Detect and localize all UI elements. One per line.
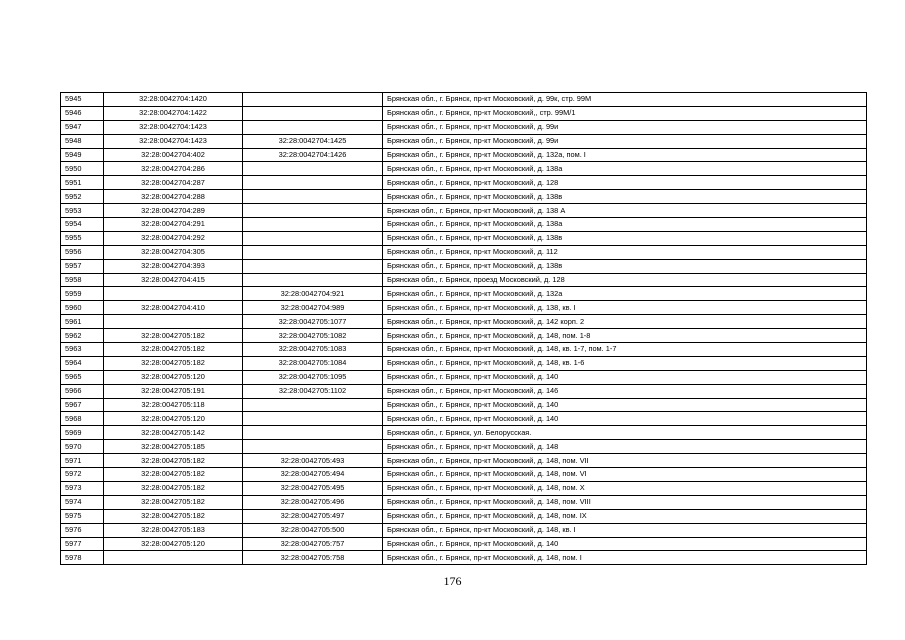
object-cadastral-number-cell <box>243 412 383 426</box>
object-cadastral-number-cell: 32:28:0042705:497 <box>243 509 383 523</box>
cadastral-number-cell: 32:28:0042704:1420 <box>104 93 243 107</box>
object-cadastral-number-cell <box>243 162 383 176</box>
cadastral-number-cell: 32:28:0042704:287 <box>104 176 243 190</box>
table-row <box>61 370 867 384</box>
address-cell: Брянская обл., г. Брянск, пр-кт Московский, д. 148, пом. X <box>383 481 867 495</box>
object-cadastral-number-cell: 32:28:0042705:1084 <box>243 356 383 370</box>
row-number-cell: 5974 <box>61 495 104 509</box>
row-number-cell: 5962 <box>61 329 104 343</box>
row-number-cell: 5955 <box>61 231 104 245</box>
address-cell: Брянская обл., г. Брянск, пр-кт Московский, д. 148, пом. VI <box>383 468 867 482</box>
row-number-cell: 5972 <box>61 468 104 482</box>
object-cadastral-number-cell: 32:28:0042704:921 <box>243 287 383 301</box>
address-cell: Брянская обл., г. Брянск, пр-кт Московский, д. 99к, стр. 99М <box>383 93 867 107</box>
cadastral-number-cell: 32:28:0042704:1423 <box>104 134 243 148</box>
cadastral-number-cell: 32:28:0042705:120 <box>104 370 243 384</box>
address-cell: Брянская обл., г. Брянск, пр-кт Московский, д. 148, кв. 1-6 <box>383 356 867 370</box>
object-cadastral-number-cell <box>243 120 383 134</box>
address-cell: Брянская обл., г. Брянск, пр-кт Московский, д. 148, пом. VIII <box>383 495 867 509</box>
cadastral-number-cell: 32:28:0042705:185 <box>104 440 243 454</box>
object-cadastral-number-cell <box>243 273 383 287</box>
cadastral-number-cell <box>104 315 243 329</box>
table-row <box>61 120 867 134</box>
table-row <box>61 454 867 468</box>
row-number-cell: 5956 <box>61 245 104 259</box>
object-cadastral-number-cell <box>243 218 383 232</box>
cadastral-number-cell: 32:28:0042704:415 <box>104 273 243 287</box>
cadastral-number-cell: 32:28:0042705:191 <box>104 384 243 398</box>
object-cadastral-number-cell: 32:28:0042705:494 <box>243 468 383 482</box>
object-cadastral-number-cell <box>243 176 383 190</box>
property-registry-table <box>60 92 867 565</box>
address-cell: Брянская обл., г. Брянск, пр-кт Московский, д. 148 <box>383 440 867 454</box>
table-row <box>61 329 867 343</box>
table-row <box>61 398 867 412</box>
object-cadastral-number-cell: 32:28:0042705:1077 <box>243 315 383 329</box>
object-cadastral-number-cell <box>243 106 383 120</box>
cadastral-number-cell: 32:28:0042705:182 <box>104 454 243 468</box>
table-row <box>61 551 867 565</box>
object-cadastral-number-cell <box>243 93 383 107</box>
cadastral-number-cell: 32:28:0042704:393 <box>104 259 243 273</box>
address-cell: Брянская обл., г. Брянск, пр-кт Московский, д. 138а <box>383 218 867 232</box>
object-cadastral-number-cell: 32:28:0042705:493 <box>243 454 383 468</box>
address-cell: Брянская обл., г. Брянск, пр-кт Московский, д. 138в <box>383 190 867 204</box>
cadastral-number-cell: 32:28:0042704:291 <box>104 218 243 232</box>
table-row <box>61 509 867 523</box>
cadastral-number-cell: 32:28:0042705:182 <box>104 468 243 482</box>
page-number: 176 <box>443 574 462 588</box>
table-row <box>61 384 867 398</box>
table-row <box>61 190 867 204</box>
row-number-cell: 5947 <box>61 120 104 134</box>
row-number-cell: 5950 <box>61 162 104 176</box>
object-cadastral-number-cell <box>243 231 383 245</box>
object-cadastral-number-cell: 32:28:0042705:496 <box>243 495 383 509</box>
address-cell: Брянская обл., г. Брянск, пр-кт Московский, д. 138 А <box>383 204 867 218</box>
row-number-cell: 5964 <box>61 356 104 370</box>
address-cell: Брянская обл., г. Брянск, пр-кт Московский, д. 138в <box>383 259 867 273</box>
object-cadastral-number-cell: 32:28:0042705:1095 <box>243 370 383 384</box>
row-number-cell: 5970 <box>61 440 104 454</box>
address-cell: Брянская обл., г. Брянск, пр-кт Московский, д. 99и <box>383 134 867 148</box>
address-cell: Брянская обл., г. Брянск, пр-кт Московский, д. 146 <box>383 384 867 398</box>
row-number-cell: 5951 <box>61 176 104 190</box>
table-row <box>61 412 867 426</box>
object-cadastral-number-cell <box>243 245 383 259</box>
address-cell: Брянская обл., г. Брянск, пр-кт Московский, д. 138в <box>383 231 867 245</box>
cadastral-number-cell <box>104 287 243 301</box>
table-row <box>61 495 867 509</box>
row-number-cell: 5965 <box>61 370 104 384</box>
object-cadastral-number-cell: 32:28:0042705:1082 <box>243 329 383 343</box>
cadastral-number-cell: 32:28:0042705:120 <box>104 412 243 426</box>
cadastral-number-cell: 32:28:0042705:182 <box>104 356 243 370</box>
table-row <box>61 481 867 495</box>
cadastral-number-cell: 32:28:0042705:142 <box>104 426 243 440</box>
table-row <box>61 356 867 370</box>
row-number-cell: 5963 <box>61 343 104 357</box>
address-cell: Брянская обл., г. Брянск, пр-кт Московский, д. 140 <box>383 412 867 426</box>
cadastral-number-cell: 32:28:0042704:1423 <box>104 120 243 134</box>
table-row <box>61 93 867 107</box>
table-row <box>61 204 867 218</box>
row-number-cell: 5945 <box>61 93 104 107</box>
row-number-cell: 5966 <box>61 384 104 398</box>
object-cadastral-number-cell <box>243 190 383 204</box>
row-number-cell: 5952 <box>61 190 104 204</box>
cadastral-number-cell: 32:28:0042704:286 <box>104 162 243 176</box>
table-row <box>61 148 867 162</box>
row-number-cell: 5971 <box>61 454 104 468</box>
cadastral-number-cell: 32:28:0042704:410 <box>104 301 243 315</box>
object-cadastral-number-cell: 32:28:0042704:1426 <box>243 148 383 162</box>
row-number-cell: 5957 <box>61 259 104 273</box>
row-number-cell: 5968 <box>61 412 104 426</box>
object-cadastral-number-cell <box>243 204 383 218</box>
address-cell: Брянская обл., г. Брянск, пр-кт Московский, д. 138, кв. I <box>383 301 867 315</box>
address-cell: Брянская обл., г. Брянск, пр-кт Московский, д. 132а <box>383 287 867 301</box>
address-cell: Брянская обл., г. Брянск, пр-кт Московский, д. 148, кв. 1-7, пом. 1-7 <box>383 343 867 357</box>
row-number-cell: 5961 <box>61 315 104 329</box>
table-row <box>61 245 867 259</box>
object-cadastral-number-cell: 32:28:0042705:1083 <box>243 343 383 357</box>
address-cell: Брянская обл., г. Брянск, пр-кт Московский, д. 132а, пом. I <box>383 148 867 162</box>
table-row <box>61 273 867 287</box>
object-cadastral-number-cell: 32:28:0042705:757 <box>243 537 383 551</box>
object-cadastral-number-cell: 32:28:0042705:1102 <box>243 384 383 398</box>
address-cell: Брянская обл., г. Брянск, пр-кт Московский, д. 148, пом. I <box>383 551 867 565</box>
address-cell: Брянская обл., г. Брянск, пр-кт Московский, д. 128 <box>383 176 867 190</box>
cadastral-number-cell: 32:28:0042704:289 <box>104 204 243 218</box>
table-row <box>61 440 867 454</box>
object-cadastral-number-cell: 32:28:0042705:495 <box>243 481 383 495</box>
cadastral-number-cell: 32:28:0042705:182 <box>104 481 243 495</box>
cadastral-number-cell: 32:28:0042704:292 <box>104 231 243 245</box>
object-cadastral-number-cell <box>243 426 383 440</box>
cadastral-number-cell: 32:28:0042704:402 <box>104 148 243 162</box>
cadastral-number-cell: 32:28:0042705:182 <box>104 509 243 523</box>
address-cell: Брянская обл., г. Брянск, ул. Белорусская. <box>383 426 867 440</box>
cadastral-number-cell: 32:28:0042705:118 <box>104 398 243 412</box>
cadastral-number-cell <box>104 551 243 565</box>
table-row <box>61 343 867 357</box>
object-cadastral-number-cell <box>243 259 383 273</box>
table-row <box>61 468 867 482</box>
row-number-cell: 5960 <box>61 301 104 315</box>
address-cell: Брянская обл., г. Брянск, пр-кт Московский, д. 140 <box>383 370 867 384</box>
address-cell: Брянская обл., г. Брянск, пр-кт Московский, д. 148, пом. IX <box>383 509 867 523</box>
table-row <box>61 287 867 301</box>
row-number-cell: 5954 <box>61 218 104 232</box>
row-number-cell: 5948 <box>61 134 104 148</box>
address-cell: Брянская обл., г. Брянск, пр-кт Московский, д. 112 <box>383 245 867 259</box>
address-cell: Брянская обл., г. Брянск, пр-кт Московский, д. 99и <box>383 120 867 134</box>
cadastral-number-cell: 32:28:0042705:182 <box>104 343 243 357</box>
row-number-cell: 5975 <box>61 509 104 523</box>
table-row <box>61 176 867 190</box>
address-cell: Брянская обл., г. Брянск, пр-кт Московский, д. 148, пом. 1-8 <box>383 329 867 343</box>
row-number-cell: 5977 <box>61 537 104 551</box>
row-number-cell: 5973 <box>61 481 104 495</box>
row-number-cell: 5946 <box>61 106 104 120</box>
address-cell: Брянская обл., г. Брянск, пр-кт Московский, д. 138а <box>383 162 867 176</box>
object-cadastral-number-cell <box>243 440 383 454</box>
table-row <box>61 231 867 245</box>
object-cadastral-number-cell: 32:28:0042704:1425 <box>243 134 383 148</box>
address-cell: Брянская обл., г. Брянск, пр-кт Московский, д. 148, пом. VII <box>383 454 867 468</box>
row-number-cell: 5969 <box>61 426 104 440</box>
cadastral-number-cell: 32:28:0042705:120 <box>104 537 243 551</box>
address-cell: Брянская обл., г. Брянск, проезд Московский, д. 128 <box>383 273 867 287</box>
table-row <box>61 537 867 551</box>
address-cell: Брянская обл., г. Брянск, пр-кт Московский, д. 140 <box>383 537 867 551</box>
table-row <box>61 134 867 148</box>
table-row <box>61 426 867 440</box>
cadastral-number-cell: 32:28:0042704:288 <box>104 190 243 204</box>
table-row <box>61 301 867 315</box>
object-cadastral-number-cell: 32:28:0042705:500 <box>243 523 383 537</box>
table-row <box>61 106 867 120</box>
object-cadastral-number-cell <box>243 398 383 412</box>
row-number-cell: 5958 <box>61 273 104 287</box>
table-row <box>61 523 867 537</box>
row-number-cell: 5953 <box>61 204 104 218</box>
object-cadastral-number-cell: 32:28:0042705:758 <box>243 551 383 565</box>
table-row <box>61 259 867 273</box>
address-cell: Брянская обл., г. Брянск, пр-кт Московский,, стр. 99М/1 <box>383 106 867 120</box>
row-number-cell: 5967 <box>61 398 104 412</box>
table-row <box>61 315 867 329</box>
row-number-cell: 5978 <box>61 551 104 565</box>
cadastral-number-cell: 32:28:0042704:305 <box>104 245 243 259</box>
cadastral-number-cell: 32:28:0042705:182 <box>104 329 243 343</box>
cadastral-number-cell: 32:28:0042705:182 <box>104 495 243 509</box>
cadastral-number-cell: 32:28:0042704:1422 <box>104 106 243 120</box>
row-number-cell: 5959 <box>61 287 104 301</box>
table-row <box>61 162 867 176</box>
address-cell: Брянская обл., г. Брянск, пр-кт Московский, д. 148, кв. I <box>383 523 867 537</box>
table-row <box>61 218 867 232</box>
row-number-cell: 5976 <box>61 523 104 537</box>
cadastral-number-cell: 32:28:0042705:183 <box>104 523 243 537</box>
address-cell: Брянская обл., г. Брянск, пр-кт Московский, д. 142 корп. 2 <box>383 315 867 329</box>
object-cadastral-number-cell: 32:28:0042704:989 <box>243 301 383 315</box>
address-cell: Брянская обл., г. Брянск, пр-кт Московский, д. 140 <box>383 398 867 412</box>
registry-table-body <box>61 93 867 565</box>
row-number-cell: 5949 <box>61 148 104 162</box>
